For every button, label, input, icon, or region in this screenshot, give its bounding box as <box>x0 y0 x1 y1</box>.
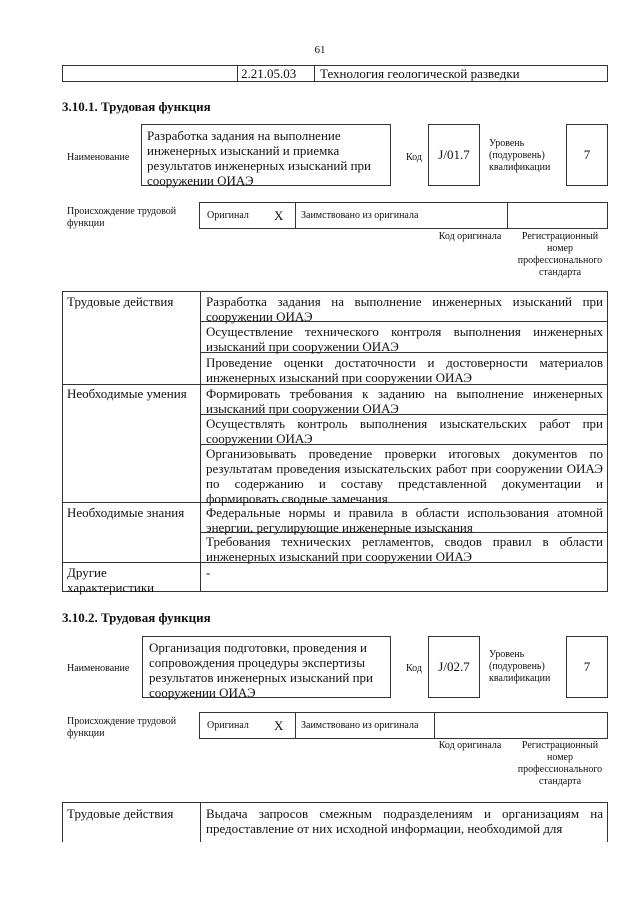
original-label: Оригинал <box>207 210 249 221</box>
reg-number-caption: Регистрационный номер профессионального стандарта <box>517 231 603 278</box>
table-top-border <box>62 802 608 803</box>
function-name: Организация подготовки, проведения и сопровождения процедуры экспертизы результатов инженерных изысканий при сооружении ОИАЭ <box>142 636 391 698</box>
original-label: Оригинал <box>207 720 249 731</box>
function-code: J/02.7 <box>428 636 480 698</box>
borrowed-label: Заимствовано из оригинала <box>301 720 419 731</box>
function-code: J/01.7 <box>428 124 480 186</box>
table-cell: Проведение оценки достаточности и достоверности материалов инженерных изысканий при сооружении ОИАЭ <box>206 355 603 385</box>
name-label: Наименование <box>67 663 130 674</box>
level-label: Уровень (подуровень) квалификации <box>489 138 551 173</box>
specialty-code: 2.21.05.03 <box>241 66 297 81</box>
page-number: 61 <box>314 44 326 56</box>
table-cell: Разработка задания на выполнение инженерных изысканий при сооружении ОИАЭ <box>206 294 603 324</box>
table-cell: Осуществлять контроль выполнения изыскательских работ при сооружении ОИАЭ <box>206 416 603 446</box>
qualification-level: 7 <box>566 636 608 698</box>
row-label-skills: Необходимые умения <box>67 386 187 401</box>
original-checkmark: X <box>274 208 284 223</box>
section-heading: 3.10.2. Трудовая функция <box>62 610 211 625</box>
origin-label: Происхождение трудовой функции <box>67 206 177 229</box>
level-label: Уровень (подуровень) квалификации <box>489 649 551 684</box>
code-label: Код <box>406 152 422 163</box>
table-cell: - <box>206 565 211 580</box>
borrowed-label: Заимствовано из оригинала <box>301 210 419 221</box>
code-original-caption: Код оригинала <box>438 231 502 242</box>
row-label-other: Другие характеристики <box>67 565 155 595</box>
table-cell: Требования технических регламентов, сводов правил в области инженерных изысканий при сооружении ОИАЭ <box>206 534 603 564</box>
specialty-name: Технология геологической разведки <box>320 66 520 81</box>
row-label-actions: Трудовые действия <box>67 806 174 821</box>
table-cell: Федеральные нормы и правила в области использования атомной энергии, регулирующие инженерные изыскания <box>206 505 603 535</box>
table-cell: Выдача запросов смежным подразделениям и организациям на предоставление от них исходной информации, необходимой для <box>206 806 603 836</box>
code-original-caption: Код оригинала <box>438 740 502 751</box>
original-checkmark: X <box>274 718 284 733</box>
name-label: Наименование <box>67 152 130 163</box>
row-label-knowledge: Необходимые знания <box>67 505 185 520</box>
origin-label: Происхождение трудовой функции <box>67 716 177 739</box>
qualification-level: 7 <box>566 124 608 186</box>
section-heading: 3.10.1. Трудовая функция <box>62 99 211 114</box>
row-label-actions: Трудовые действия <box>67 294 174 309</box>
function-name: Разработка задания на выполнение инженерных изысканий и приемка результатов инженерных изысканий при сооружении ОИАЭ <box>141 124 391 186</box>
table-cell: Организовывать проведение проверки итоговых документов по результатам проведения изыскательских работ при сооружении ОИАЭ по содержанию и составу представленной документации и формировать сводные замечания <box>206 446 603 506</box>
table-cell: Осуществление технического контроля выполнения инженерных изысканий при сооружении ОИАЭ <box>206 324 603 354</box>
code-label: Код <box>406 663 422 674</box>
reg-number-caption: Регистрационный номер профессионального стандарта <box>517 740 603 787</box>
table-cell: Формировать требования к заданию на выполнение инженерных изысканий при сооружении ОИАЭ <box>206 386 603 416</box>
